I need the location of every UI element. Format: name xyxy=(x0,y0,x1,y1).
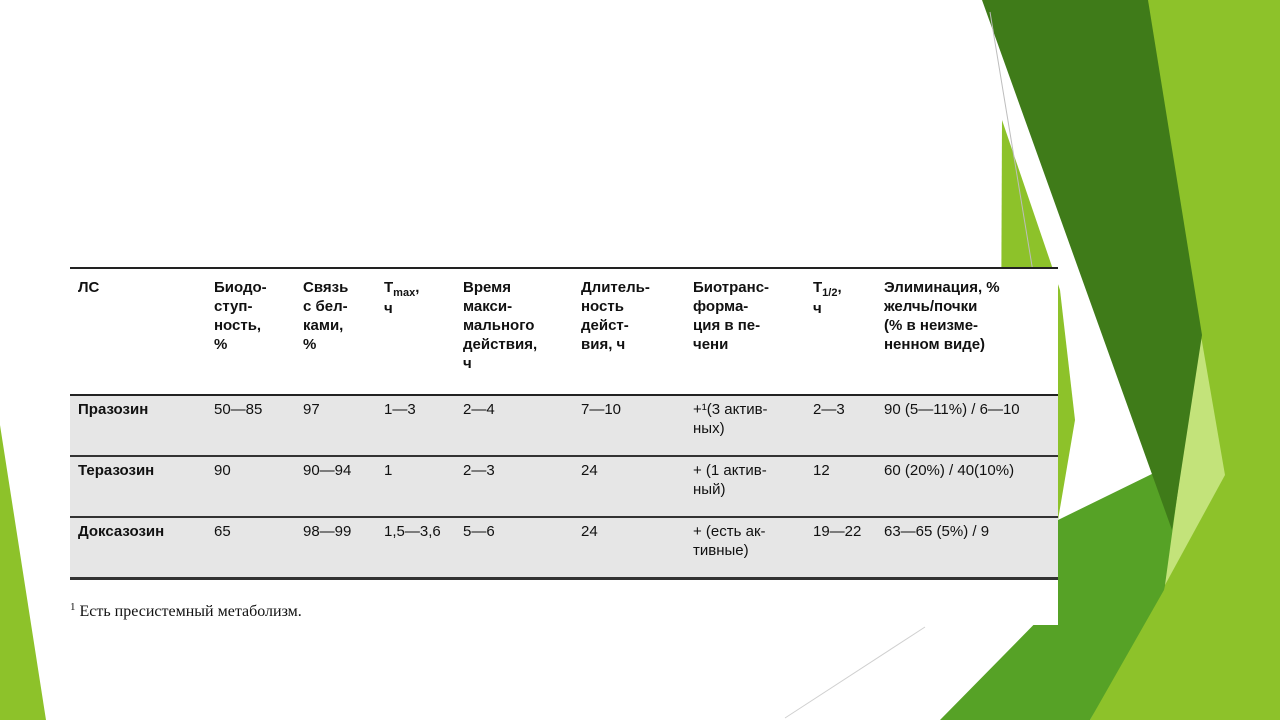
table-header-row xyxy=(70,268,1058,395)
half-life-cell: 2—3 xyxy=(805,395,876,456)
header-elimination: Элиминация, % желчь/почки (% в неизме- ненном виде) xyxy=(876,268,1058,395)
drug-name: Доксазозин xyxy=(70,517,206,579)
header-duration: Длитель- ность дейст- вия, ч xyxy=(573,268,685,395)
header-peak-time: Время макси- мального действия, ч xyxy=(455,268,573,395)
tmax-cell: 1—3 xyxy=(376,395,455,456)
bioavailability-cell: 65 xyxy=(206,517,295,579)
table-footnote xyxy=(70,603,302,621)
duration-cell: 24 xyxy=(573,456,685,517)
peak-time-cell: 5—6 xyxy=(455,517,573,579)
biotransformation-cell: + (1 актив- ный) xyxy=(685,456,805,517)
biotransformation-cell: +¹(3 актив- ных) xyxy=(685,395,805,456)
pharmacokinetics-table-image xyxy=(70,267,1058,625)
header-biotransformation: Биотранс- форма- ция в пе- чени xyxy=(685,268,805,395)
tmax-cell: 1,5—3,6 xyxy=(376,517,455,579)
peak-time-cell: 2—3 xyxy=(455,456,573,517)
elimination-cell: 60 (20%) / 40(10%) xyxy=(876,456,1058,517)
half-life-cell: 12 xyxy=(805,456,876,517)
table-row-terazosin xyxy=(70,456,1058,517)
footnote-marker: 1 xyxy=(70,601,76,613)
bioavailability-cell: 90 xyxy=(206,456,295,517)
header-drug: ЛС xyxy=(70,268,206,395)
left-green-sliver xyxy=(0,425,46,720)
half-life-cell: 19—22 xyxy=(805,517,876,579)
protein-binding-cell: 97 xyxy=(295,395,376,456)
protein-binding-cell: 98—99 xyxy=(295,517,376,579)
peak-time-cell: 2—4 xyxy=(455,395,573,456)
duration-cell: 24 xyxy=(573,517,685,579)
elimination-cell: 90 (5—11%) / 6—10 xyxy=(876,395,1058,456)
thin-diagonal-line-bottom xyxy=(785,627,925,718)
biotransformation-cell: + (есть ак- тивные) xyxy=(685,517,805,579)
tmax-cell: 1 xyxy=(376,456,455,517)
pharmacokinetics-table xyxy=(70,267,1058,580)
duration-cell: 7—10 xyxy=(573,395,685,456)
header-half-life: $T_{1/2}$, ч xyxy=(805,268,876,395)
bioavailability-cell: 50—85 xyxy=(206,395,295,456)
table-row-prazosin xyxy=(70,395,1058,456)
table-row-doxazosin xyxy=(70,517,1058,579)
drug-name: Празозин xyxy=(70,395,206,456)
header-bioavailability: Биодо- ступ- ность, % xyxy=(206,268,295,395)
header-tmax: $T_{max}$, ч xyxy=(376,268,455,395)
header-protein-binding: Связь с бел- ками, % xyxy=(295,268,376,395)
protein-binding-cell: 90—94 xyxy=(295,456,376,517)
drug-name: Теразозин xyxy=(70,456,206,517)
elimination-cell: 63—65 (5%) / 9 xyxy=(876,517,1058,579)
footnote-text: Есть пресистемный метаболизм. xyxy=(79,603,302,620)
